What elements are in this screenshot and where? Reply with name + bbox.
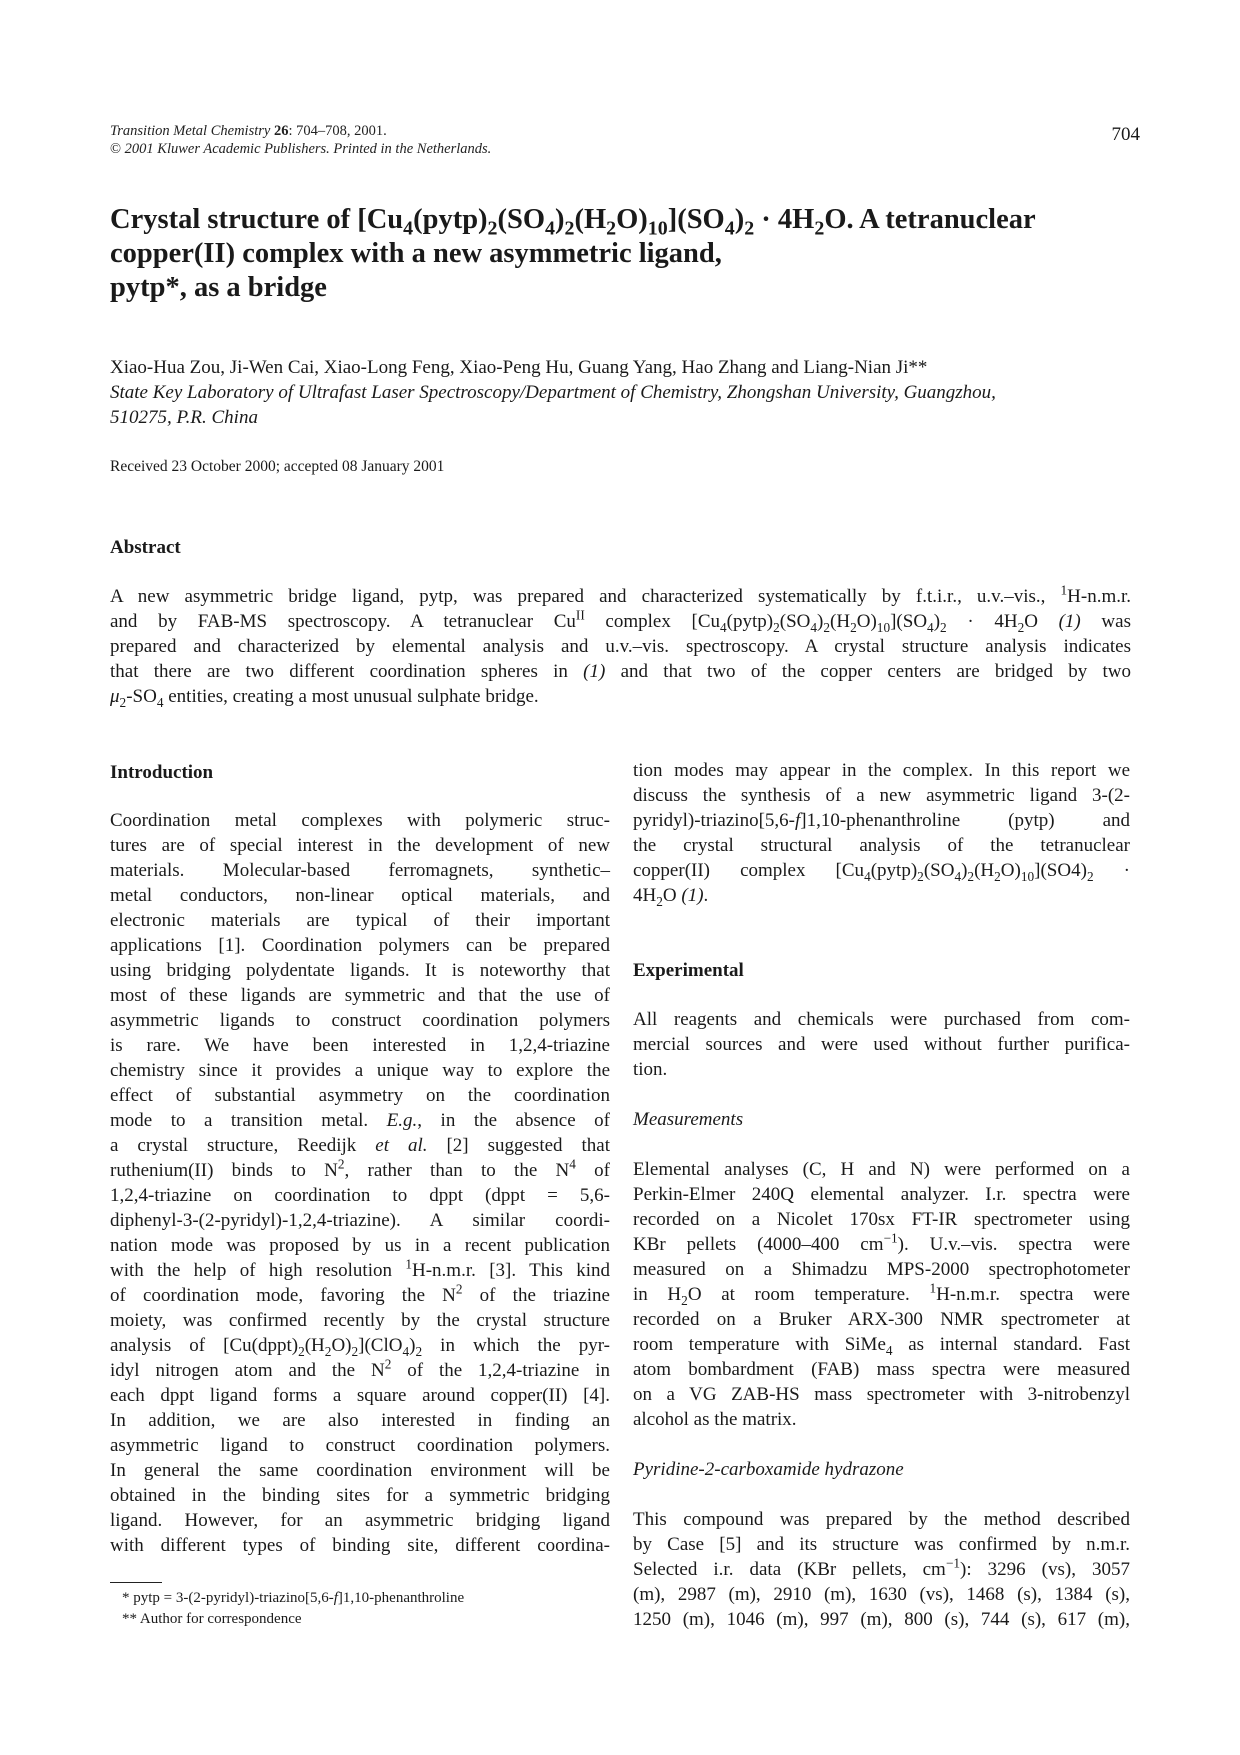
experimental-heading: Experimental [633, 960, 744, 981]
copyright-symbol: © [110, 141, 122, 157]
intro-line: discuss the synthesis of a new asymmetric ligand 3-(2- [633, 785, 1130, 806]
abstract-line: prepared and characterized by elemental analysis and u.v.–vis. spectroscopy. A crystal structure analysis indicates [110, 636, 1131, 657]
journal-volume: 26 [273, 123, 289, 139]
title-line-2: copper(II) complex with a new asymmetric ligand, [110, 238, 722, 269]
paper-title [110, 203, 1110, 305]
measurements-heading: Measurements [633, 1109, 744, 1130]
measurements-line: KBr pellets (4000–400 $cm^{-1}$). U.v.–vis. spectra were [633, 1230, 1130, 1255]
intro-line: mode to a transition metal. E.g., in the absence of [110, 1110, 610, 1131]
abstract-line: and by FAB-MS spectroscopy. A tetranuclear $Cu^{II}$ complex $[Cu_4(pytp)_2(SO_4)_2(H_2O)_{10}](SO_4)_2 \cdot 4H_2O$ (1) was [110, 607, 1131, 635]
measurements-line: in $H_2O$ at room temperature. $^1$H-n.m.r. spectra were [633, 1280, 1130, 1308]
intro-line: $4H_2O$ (1). [633, 885, 709, 909]
intro-line: ligand. However, for an asymmetric bridging ligand [110, 1510, 610, 1531]
abstract-heading: Abstract [110, 537, 181, 558]
intro-line: materials. Molecular-based ferromagnets, synthetic– [110, 860, 610, 881]
pyridine-line: 1250 (m), 1046 (m), 997 (m), 800 (s), 744 (s), 617 (m), [633, 1609, 1130, 1630]
pyridine-line: (m), 2987 (m), 2910 (m), 1630 (vs), 1468 (s), 1384 (s), [633, 1584, 1130, 1605]
measurements-line: recorded on a Bruker ARX-300 NMR spectrometer at [633, 1309, 1130, 1330]
intro-line: is rare. We have been interested in 1,2,4-triazine [110, 1035, 610, 1056]
measurements-line: on a VG ZAB-HS mass spectrometer with 3-nitrobenzyl [633, 1384, 1130, 1405]
footnote-pytp: * pytp = 3-(2-pyridyl)-triazino[5,6-f]1,10-phenanthroline [122, 1590, 465, 1606]
intro-line: analysis of $[Cu(dppt)_2(H_2O)_2](ClO_4)_2$ in which the pyr- [110, 1335, 610, 1359]
intro-line: ruthenium(II) binds to $N^2$, rather than to the $N^4$ of [110, 1156, 610, 1181]
intro-line: with different types of binding site, different coordina- [110, 1535, 610, 1556]
intro-line: metal conductors, non-linear optical materials, and [110, 885, 610, 906]
journal-pages-year: : 704–708, 2001. [288, 123, 387, 139]
measurements-line: Elemental analyses (C, H and N) were performed on a [633, 1159, 1130, 1180]
intro-line: effect of substantial asymmetry on the coordination [110, 1085, 610, 1106]
affiliation-line-2: 510275, P.R. China [110, 407, 258, 428]
intro-line: tures are of special interest in the development of new [110, 835, 610, 856]
measurements-line: atom bombardment (FAB) mass spectra were measured [633, 1359, 1130, 1380]
intro-line: copper(II) complex $[Cu_4(pytp)_2(SO_4)_2(H_2O)_{10}](SO4)_2$ · [633, 860, 1130, 884]
intro-line: tion modes may appear in the complex. In this report we [633, 760, 1130, 781]
experimental-body [633, 1007, 1130, 1082]
experimental-line: mercial sources and were used without further purifica- [633, 1034, 1130, 1055]
journal-name: Transition Metal Chemistry [110, 123, 271, 139]
received-date: Received 23 October 2000; accepted 08 January 2001 [110, 458, 445, 475]
intro-line: idyl nitrogen atom and the $N^2$ of the 1,2,4-triazine in [110, 1356, 611, 1381]
introduction-body [110, 808, 610, 1558]
footnote-divider [110, 1582, 162, 1583]
abstract-line: that there are two different coordination spheres in (1) and that two of the copper centers are bridged by two [110, 661, 1131, 682]
intro-line: of coordination mode, favoring the $N^2$ of the triazine [110, 1281, 610, 1306]
intro-line: using bridging polydentate ligands. It is noteworthy that [110, 960, 610, 981]
intro-line: nation mode was proposed by us in a recent publication [110, 1235, 610, 1256]
experimental-line: All reagents and chemicals were purchased from com- [633, 1009, 1130, 1030]
intro-line: In general the same coordination environment will be [110, 1460, 610, 1481]
affiliation [110, 380, 1130, 430]
intro-line: moiety, was confirmed recently by the crystal structure [110, 1310, 610, 1331]
abstract-line: $\mu_2-SO_4$ entities, creating a most unusual sulphate bridge. [110, 686, 539, 710]
intro-line: applications [1]. Coordination polymers can be prepared [110, 935, 610, 956]
intro-line: the crystal structural analysis of the tetranuclear [633, 835, 1130, 856]
intro-line: diphenyl-3-(2-pyridyl)-1,2,4-triazine). A similar coordi- [110, 1210, 610, 1231]
pyridine-line: This compound was prepared by the method described [633, 1509, 1130, 1530]
footnotes [122, 1588, 464, 1630]
title-line-3: pytp*, as a bridge [110, 272, 327, 303]
page-number: 704 [1111, 124, 1140, 145]
intro-line: obtained in the binding sites for a symmetric bridging [110, 1485, 610, 1506]
journal-citation [110, 122, 491, 158]
intro-line: asymmetric ligands to construct coordination polymers [110, 1010, 610, 1031]
intro-line: chemistry since it provides a unique way to explore the [110, 1060, 610, 1081]
experimental-line: tion. [633, 1059, 668, 1080]
intro-line: electronic materials are typical of their important [110, 910, 610, 931]
measurements-body [633, 1157, 1130, 1432]
pyridine-body [633, 1507, 1130, 1632]
measurements-line: measured on a Shimadzu MPS-2000 spectrophotometer [633, 1259, 1130, 1280]
pyridine-heading: Pyridine-2-carboxamide hydrazone [633, 1459, 904, 1480]
abstract-line: A new asymmetric bridge ligand, pytp, was prepared and characterized systematically by f.t.i.r., u.v.–vis., $^1$H-n.m.r. [110, 582, 1131, 607]
intro-line: Coordination metal complexes with polymeric struc- [110, 810, 610, 831]
affiliation-line-1: State Key Laboratory of Ultrafast Laser Spectroscopy/Department of Chemistry, Zhongshan University, Guangzhou, [110, 382, 996, 403]
measurements-line: room temperature with SiMe$_4$ as internal standard. Fast [633, 1334, 1130, 1358]
intro-line: In addition, we are also interested in finding an [110, 1410, 610, 1431]
intro-line: asymmetric ligand to construct coordination polymers. [110, 1435, 610, 1456]
abstract-body [110, 584, 1131, 709]
pyridine-line: by Case [5] and its structure was confirmed by n.m.r. [633, 1534, 1130, 1555]
intro-line: pyridyl)-triazino[5,6-f]1,10-phenanthroline (pytp) and [633, 810, 1130, 831]
measurements-line: alcohol as the matrix. [633, 1409, 797, 1430]
measurements-line: recorded on a Nicolet 170sx FT-IR spectrometer using [633, 1209, 1130, 1230]
intro-line: most of these ligands are symmetric and that the use of [110, 985, 610, 1006]
intro-continued [633, 758, 1130, 908]
copyright-text: 2001 Kluwer Academic Publishers. Printed in the Netherlands. [121, 141, 492, 157]
intro-line: 1,2,4-triazine on coordination to dppt (dppt = 5,6- [110, 1185, 610, 1206]
measurements-line: Perkin-Elmer 240Q elemental analyzer. I.r. spectra were [633, 1184, 1130, 1205]
intro-line: a crystal structure, Reedijk et al. [2] suggested that [110, 1135, 610, 1156]
introduction-heading: Introduction [110, 762, 214, 783]
footnote-correspondence: ** Author for correspondence [122, 1611, 302, 1627]
pyridine-line: Selected i.r. data (KBr pellets, $cm^{-1}$): 3296 (vs), 3057 [633, 1555, 1131, 1580]
copyright-line [110, 140, 491, 158]
author-list: Xiao-Hua Zou, Ji-Wen Cai, Xiao-Long Feng, Xiao-Peng Hu, Guang Yang, Hao Zhang and Liang-Nian Ji** [110, 357, 928, 378]
intro-line: with the help of high resolution $^1$H-n.m.r. [3]. This kind [110, 1256, 610, 1281]
intro-line: each dppt ligand forms a square around copper(II) [4]. [110, 1385, 610, 1406]
title-line-1: Crystal structure of $[Cu_4(pytp)_2(SO_4)_2(H_2O)_{10}](SO_4)_2 \cdot 4H_2O$. A tetranuclear [110, 204, 1036, 240]
journal-line [110, 122, 491, 140]
